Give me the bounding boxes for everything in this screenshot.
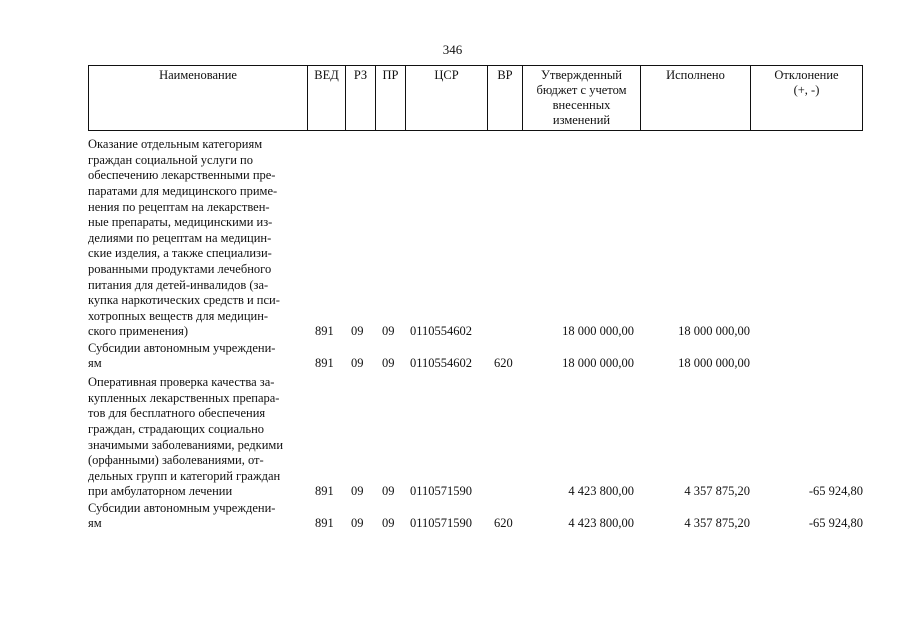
row-name-line: Оказание отдельным категориям	[88, 137, 263, 152]
row-name-line: питания для детей-инвалидов (за-	[88, 277, 269, 292]
row-executed: 18 000 000,00	[678, 356, 750, 371]
row-rz: 09	[351, 516, 364, 531]
header-executed	[641, 66, 751, 130]
header-ved	[308, 66, 346, 130]
header-vr-label: ВР	[497, 68, 513, 82]
page-number: 346	[442, 42, 463, 57]
header-deviation-line: (+, -)	[793, 83, 820, 97]
header-ved-label: ВЕД	[314, 68, 339, 82]
header-rz	[346, 66, 376, 130]
header-budget-line: изменений	[552, 113, 611, 127]
row-name-line: граждан, страдающих социально	[88, 422, 265, 437]
row-name-line: ского применения)	[88, 324, 189, 339]
row-name-line: ям	[88, 516, 102, 531]
row-name-line: тов для бесплатного обеспечения	[88, 406, 266, 421]
row-name-line: паратами для медицинского приме-	[88, 184, 278, 199]
header-vr	[488, 66, 523, 130]
table-row	[88, 500, 863, 532]
row-vr: 620	[494, 516, 513, 531]
row-ved: 891	[315, 516, 334, 531]
row-name-line: ям	[88, 356, 102, 371]
header-pr	[376, 66, 406, 130]
row-pr: 09	[382, 484, 395, 499]
row-name-line: ские изделия, а также специализи-	[88, 246, 272, 261]
header-executed-label: Исполнено	[666, 68, 725, 82]
row-name-line: хотропных веществ для медицин-	[88, 308, 269, 323]
header-budget-line: внесенных	[552, 98, 611, 112]
row-csr: 0110554602	[410, 356, 473, 371]
row-name-line: рованными продуктами лечебного	[88, 262, 272, 277]
row-name-line: ные препараты, медицинскими из-	[88, 215, 273, 230]
header-csr-label: ЦСР	[434, 68, 459, 82]
header-csr	[406, 66, 488, 130]
header-pr-label: ПР	[382, 68, 399, 82]
row-ved: 891	[315, 484, 334, 499]
row-csr: 0110571590	[410, 484, 473, 499]
row-name	[88, 341, 306, 372]
row-name-line: обеспечению лекарственными пре-	[88, 168, 276, 183]
row-budget: 4 423 800,00	[568, 484, 634, 499]
row-pr: 09	[382, 516, 395, 531]
row-vr: 620	[494, 356, 513, 371]
row-executed: 18 000 000,00	[678, 324, 750, 339]
row-rz: 09	[351, 484, 364, 499]
row-name-line: дельных групп и категорий граждан	[88, 468, 281, 483]
row-pr: 09	[382, 324, 395, 339]
row-budget: 4 423 800,00	[568, 516, 634, 531]
row-name	[88, 501, 306, 532]
row-executed: 4 357 875,20	[684, 516, 750, 531]
row-name	[88, 375, 306, 500]
row-name-line: делиями по рецептам на медицин-	[88, 230, 272, 245]
table-header	[88, 65, 863, 131]
row-rz: 09	[351, 324, 364, 339]
row-pr: 09	[382, 356, 395, 371]
header-budget	[523, 66, 641, 130]
row-ved: 891	[315, 356, 334, 371]
row-name-line: купленных лекарственных препара-	[88, 390, 280, 405]
row-name-line: значимыми заболеваниями, редкими	[88, 437, 284, 452]
header-rz-label: РЗ	[353, 68, 368, 82]
table-row	[88, 132, 863, 340]
row-budget: 18 000 000,00	[562, 324, 634, 339]
row-name-line: купка наркотических средств и пси-	[88, 293, 280, 308]
row-csr: 0110571590	[410, 516, 473, 531]
header-budget-line: Утвержденный	[541, 68, 622, 82]
header-budget-line: бюджет с учетом	[536, 83, 627, 97]
header-name-label: Наименование	[159, 68, 237, 82]
header-name	[89, 66, 308, 130]
row-deviation: -65 924,80	[808, 516, 863, 531]
header-deviation	[751, 66, 862, 130]
row-name-line: Субсидии автономным учреждени-	[88, 340, 276, 355]
row-name-line: Субсидии автономным учреждени-	[88, 500, 276, 515]
row-name-line: граждан социальной услуги по	[88, 152, 253, 167]
header-deviation-line: Отклонение	[774, 68, 839, 82]
row-name-line: нения по рецептам на лекарствен-	[88, 199, 270, 214]
row-ved: 891	[315, 324, 334, 339]
row-executed: 4 357 875,20	[684, 484, 750, 499]
row-rz: 09	[351, 356, 364, 371]
row-name-line: Оперативная проверка качества за-	[88, 375, 275, 390]
table-row	[88, 372, 863, 500]
table-row	[88, 340, 863, 372]
row-csr: 0110554602	[410, 324, 473, 339]
row-name-line: при амбулаторном лечении	[88, 484, 233, 499]
row-deviation: -65 924,80	[808, 484, 863, 499]
row-name-line: (орфанными) заболеваниями, от-	[88, 453, 264, 468]
row-name	[88, 137, 306, 340]
row-budget: 18 000 000,00	[562, 356, 634, 371]
